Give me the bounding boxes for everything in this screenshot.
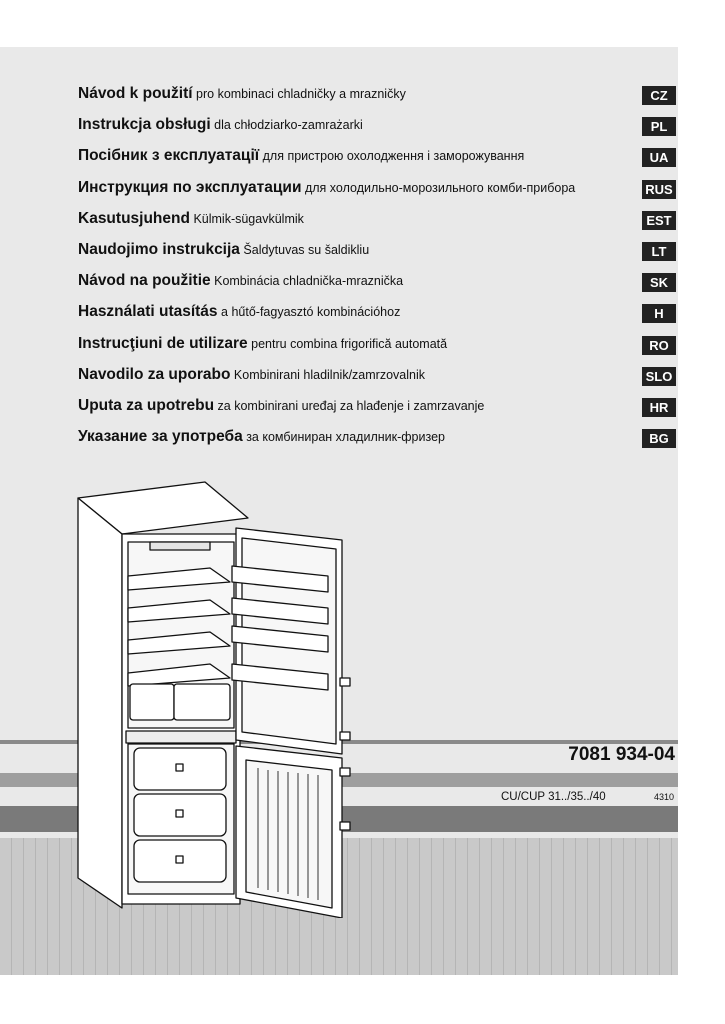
- language-code-badge: RO: [642, 336, 676, 355]
- language-row: [78, 207, 676, 231]
- language-description: Kombinirani hladilnik/zamrzovalnik: [233, 367, 425, 382]
- language-title: Instrucţiuni de utilizare: [78, 334, 248, 352]
- language-code-badge: H: [642, 304, 676, 323]
- language-entry: [78, 428, 445, 446]
- language-description: для холодильно-морозильного комби-прибора: [304, 180, 576, 195]
- language-description: за комбиниран хладилник-фризер: [246, 430, 445, 445]
- language-entry: [78, 335, 447, 353]
- language-description: za kombinirani uređaj za hlađenje i zamrzavanje: [217, 399, 485, 413]
- language-code-badge: HR: [642, 398, 676, 417]
- language-description: pentru combina frigorifică automată: [251, 336, 448, 351]
- language-code-badge: LT: [642, 242, 676, 261]
- fridge-illustration: [70, 478, 360, 918]
- language-code-badge: BG: [642, 429, 676, 448]
- language-description: Šaldytuvas su šaldikliu: [243, 243, 370, 257]
- language-code-badge: SLO: [642, 367, 676, 386]
- language-entry: [78, 241, 369, 259]
- language-title: Návod na použitie: [78, 272, 211, 290]
- language-description: dla chłodziarko-zamrażarki: [214, 118, 363, 133]
- language-code-badge: RUS: [642, 180, 676, 199]
- language-code-badge: SK: [642, 273, 676, 292]
- language-description: pro kombinaci chladničky a mrazničky: [196, 87, 406, 101]
- language-entry: [78, 116, 363, 134]
- print-code: 4310: [654, 792, 675, 802]
- language-description: Kombinácia chladnička-mraznička: [214, 274, 404, 289]
- language-row: [78, 332, 676, 356]
- language-title: Návod k použití: [78, 85, 193, 102]
- language-row: [78, 269, 676, 293]
- language-entry: [78, 366, 425, 384]
- language-title: Kasutusjuhend: [78, 209, 190, 227]
- language-description: Külmik-sügavkülmik: [193, 211, 304, 226]
- language-entry: [78, 303, 400, 321]
- language-title: Инструкция по эксплуатации: [78, 178, 302, 196]
- language-row: [78, 176, 676, 200]
- language-entry: [78, 397, 484, 415]
- language-description: a hűtő-fagyasztó kombinációhoz: [221, 305, 401, 320]
- language-title: Указание за употреба: [78, 428, 243, 446]
- language-row: [78, 363, 676, 387]
- language-row: [78, 300, 676, 324]
- language-row: [78, 394, 676, 418]
- language-entry: [78, 272, 403, 290]
- language-entry: [78, 179, 575, 197]
- part-number: 7081 934-04: [568, 744, 675, 765]
- language-row: [78, 82, 676, 106]
- language-code-badge: CZ: [642, 86, 676, 105]
- language-code-badge: EST: [642, 211, 676, 230]
- language-code-badge: PL: [642, 117, 676, 136]
- language-title: Uputa za upotrebu: [78, 397, 215, 414]
- language-title: Használati utasítás: [78, 303, 218, 321]
- language-title: Naudojimo instrukcija: [78, 241, 240, 258]
- language-description: для пристрою охолодження і заморожування: [262, 149, 525, 164]
- language-title: Instrukcja obsługi: [78, 116, 211, 134]
- language-entry: [78, 147, 524, 165]
- language-title: Посібник з експлуатації: [78, 147, 260, 165]
- language-code-badge: UA: [642, 148, 676, 167]
- language-row: [78, 425, 676, 449]
- language-row: [78, 113, 676, 137]
- language-row: [78, 144, 676, 168]
- language-title: Navodilo za uporabo: [78, 365, 231, 383]
- model-designation: CU/CUP 31../35../40: [501, 791, 606, 803]
- language-entry: [78, 85, 406, 103]
- language-entry: [78, 210, 304, 228]
- language-row: [78, 238, 676, 262]
